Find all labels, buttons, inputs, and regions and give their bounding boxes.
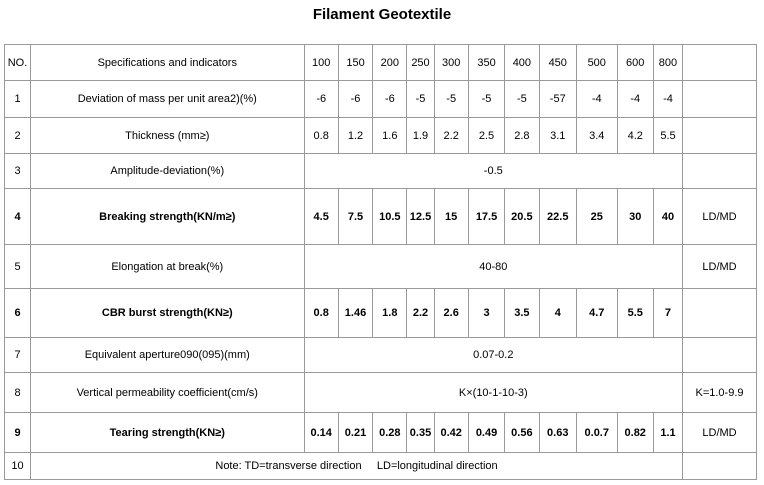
grade-600: 600 <box>617 45 653 81</box>
row-spec: Breaking strength(KN/m≥) <box>31 189 305 245</box>
row-note: LD/MD <box>683 189 757 245</box>
header-spec: Specifications and indicators <box>31 45 305 81</box>
row-value: 4.7 <box>576 289 617 338</box>
row-value: 1.1 <box>653 413 682 453</box>
row-value: 20.5 <box>505 189 539 245</box>
row-note <box>683 81 757 118</box>
row-value: 4 <box>539 289 576 338</box>
row-value: 3.4 <box>576 118 617 154</box>
row-no: 5 <box>5 245 31 289</box>
row-value: 2.5 <box>468 118 504 154</box>
row-no: 1 <box>5 81 31 118</box>
table-row <box>5 189 757 245</box>
row-no: 3 <box>5 154 31 189</box>
row-value: 15 <box>434 189 468 245</box>
row-value: -4 <box>653 81 682 118</box>
table-row <box>5 245 757 289</box>
row-value: 22.5 <box>539 189 576 245</box>
row-spec: Thickness (mm≥) <box>31 118 305 154</box>
row-no: 4 <box>5 189 31 245</box>
header-note <box>683 45 757 81</box>
page-title: Filament Geotextile <box>312 6 452 23</box>
table-row <box>5 338 757 373</box>
row-value: 7.5 <box>338 189 372 245</box>
grade-350: 350 <box>468 45 504 81</box>
row-value: 0.0.7 <box>576 413 617 453</box>
row-note <box>683 118 757 154</box>
row-value: -6 <box>304 81 338 118</box>
row-value: 12.5 <box>407 189 434 245</box>
grade-800: 800 <box>653 45 682 81</box>
row-span-value: -0.5 <box>304 154 682 189</box>
row-spec: Elongation at break(%) <box>31 245 305 289</box>
row-value: 0.35 <box>407 413 434 453</box>
footer-note: Note: TD=transverse direction LD=longitudinal direction <box>31 453 683 480</box>
row-value: 1.46 <box>338 289 372 338</box>
row-value: 0.28 <box>373 413 407 453</box>
row-value: 1.9 <box>407 118 434 154</box>
row-no: 10 <box>5 453 31 480</box>
row-note <box>683 338 757 373</box>
row-no: 9 <box>5 413 31 453</box>
row-no: 8 <box>5 373 31 413</box>
row-spec: Deviation of mass per unit area2)(%) <box>31 81 305 118</box>
row-spec: Tearing strength(KN≥) <box>31 413 305 453</box>
row-value: 4.5 <box>304 189 338 245</box>
row-value: 0.49 <box>468 413 504 453</box>
row-spec: Amplitude-deviation(%) <box>31 154 305 189</box>
row-no: 6 <box>5 289 31 338</box>
row-value: -4 <box>617 81 653 118</box>
grade-150: 150 <box>338 45 372 81</box>
spec-table <box>4 44 757 480</box>
row-value: 0.56 <box>505 413 539 453</box>
row-value: -57 <box>539 81 576 118</box>
grade-250: 250 <box>407 45 434 81</box>
grade-450: 450 <box>539 45 576 81</box>
row-no: 2 <box>5 118 31 154</box>
row-value: 0.63 <box>539 413 576 453</box>
row-value: 0.21 <box>338 413 372 453</box>
row-value: -6 <box>373 81 407 118</box>
row-value: 2.8 <box>505 118 539 154</box>
row-value: -6 <box>338 81 372 118</box>
row-spec: CBR burst strength(KN≥) <box>31 289 305 338</box>
row-no: 7 <box>5 338 31 373</box>
row-value: -5 <box>468 81 504 118</box>
row-note: K=1.0-9.9 <box>683 373 757 413</box>
row-value: 4.2 <box>617 118 653 154</box>
row-value: 0.82 <box>617 413 653 453</box>
row-value: 0.42 <box>434 413 468 453</box>
row-value: 30 <box>617 189 653 245</box>
grade-400: 400 <box>505 45 539 81</box>
grade-500: 500 <box>576 45 617 81</box>
row-value: -5 <box>407 81 434 118</box>
header-no: NO. <box>5 45 31 81</box>
row-value: 3 <box>468 289 504 338</box>
row-value: 5.5 <box>617 289 653 338</box>
row-note: LD/MD <box>683 413 757 453</box>
table-row <box>5 154 757 189</box>
row-value: 2.2 <box>407 289 434 338</box>
grade-200: 200 <box>373 45 407 81</box>
row-value: 1.8 <box>373 289 407 338</box>
row-value: 1.2 <box>338 118 372 154</box>
row-value: 40 <box>653 189 682 245</box>
table-footer-row <box>5 453 757 480</box>
row-value: 1.6 <box>373 118 407 154</box>
table-row <box>5 413 757 453</box>
row-value: 5.5 <box>653 118 682 154</box>
row-value: 0.14 <box>304 413 338 453</box>
row-spec: Vertical permeability coefficient(cm/s) <box>31 373 305 413</box>
row-value: -4 <box>576 81 617 118</box>
row-value: 3.5 <box>505 289 539 338</box>
row-value: -5 <box>434 81 468 118</box>
row-value: 2.6 <box>434 289 468 338</box>
row-value: 25 <box>576 189 617 245</box>
grade-300: 300 <box>434 45 468 81</box>
row-span-value: 40-80 <box>304 245 682 289</box>
row-value: 3.1 <box>539 118 576 154</box>
row-span-value: K×(10-1-10-3) <box>304 373 682 413</box>
table-row <box>5 118 757 154</box>
row-note <box>683 453 757 480</box>
row-span-value: 0.07-0.2 <box>304 338 682 373</box>
table-row <box>5 289 757 338</box>
row-value: 17.5 <box>468 189 504 245</box>
grade-100: 100 <box>304 45 338 81</box>
row-note <box>683 289 757 338</box>
row-note: LD/MD <box>683 245 757 289</box>
table-header-row <box>5 45 757 81</box>
row-value: 0.8 <box>304 289 338 338</box>
row-note <box>683 154 757 189</box>
row-value: 7 <box>653 289 682 338</box>
row-spec: Equivalent aperture090(095)(mm) <box>31 338 305 373</box>
table-row <box>5 81 757 118</box>
row-value: 10.5 <box>373 189 407 245</box>
row-value: 0.8 <box>304 118 338 154</box>
row-value: -5 <box>505 81 539 118</box>
table-row <box>5 373 757 413</box>
row-value: 2.2 <box>434 118 468 154</box>
